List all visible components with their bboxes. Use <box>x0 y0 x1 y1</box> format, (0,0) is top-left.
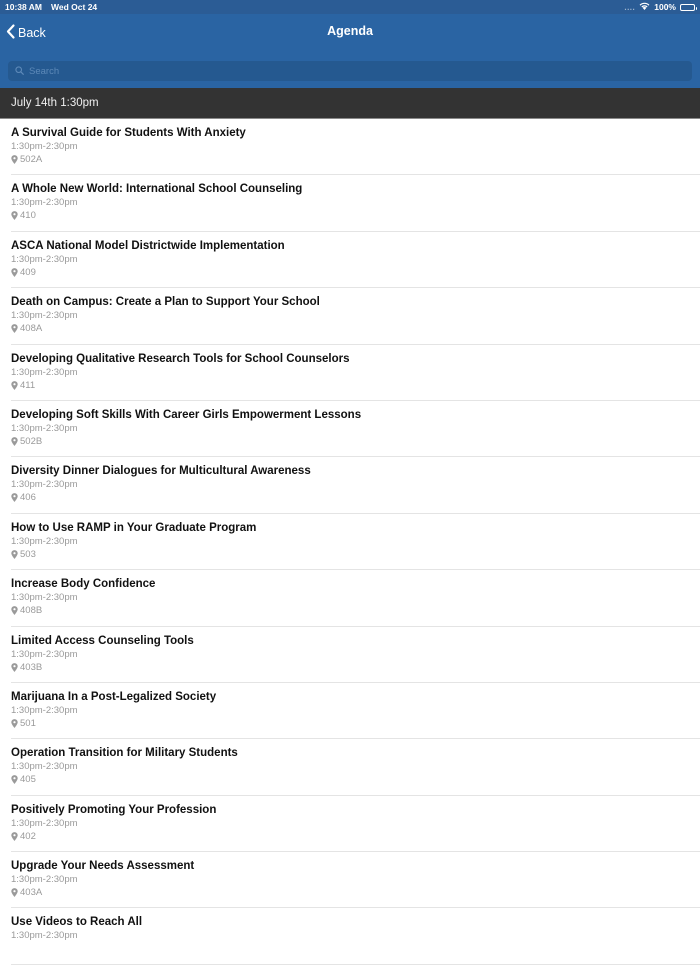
session-row[interactable] <box>0 288 700 344</box>
session-title: Operation Transition for Military Students <box>11 747 238 760</box>
session-row[interactable] <box>0 627 700 683</box>
session-row[interactable] <box>0 457 700 513</box>
section-header: July 14th 1:30pm <box>0 88 700 119</box>
session-title: A Whole New World: International School Counseling <box>11 183 303 196</box>
session-room: 408B <box>20 605 43 617</box>
session-room: 402 <box>20 830 36 842</box>
location-pin-icon <box>11 493 18 502</box>
session-time: 1:30pm-2:30pm <box>11 648 78 660</box>
session-title: Limited Access Counseling Tools <box>11 634 194 647</box>
session-row[interactable] <box>0 908 700 964</box>
session-title: Death on Campus: Create a Plan to Support Your School <box>11 296 320 309</box>
session-title: Increase Body Confidence <box>11 578 156 591</box>
session-row[interactable] <box>0 175 700 231</box>
session-room: 403A <box>20 887 43 899</box>
location-pin-icon <box>11 888 18 897</box>
location-pin-icon <box>11 775 18 784</box>
session-row[interactable] <box>0 683 700 739</box>
location-pin-icon <box>11 550 18 559</box>
location-pin-icon <box>11 719 18 728</box>
session-time: 1:30pm-2:30pm <box>11 422 78 434</box>
session-time: 1:30pm-2:30pm <box>11 479 78 491</box>
session-room: 502B <box>20 435 43 447</box>
session-time: 1:30pm-2:30pm <box>11 366 78 378</box>
navigation-bar <box>0 14 700 88</box>
session-row[interactable] <box>0 852 700 908</box>
session-room: 502A <box>20 154 43 165</box>
location-pin-icon <box>11 437 18 446</box>
session-title: ASCA National Model Districtwide Implementation <box>11 239 285 252</box>
session-list <box>0 119 700 965</box>
session-time: 1:30pm-2:30pm <box>11 930 78 942</box>
page-title: Agenda <box>327 24 373 38</box>
session-title: Diversity Dinner Dialogues for Multicultural Awareness <box>11 465 311 478</box>
signal-icon: .... <box>624 2 636 12</box>
location-pin-icon <box>11 606 18 615</box>
session-room: 410 <box>20 210 36 222</box>
session-room: 409 <box>20 266 36 278</box>
session-row[interactable] <box>0 119 700 175</box>
session-room: 411 <box>20 379 36 391</box>
session-title: Positively Promoting Your Profession <box>11 803 217 816</box>
status-bar <box>0 0 700 14</box>
back-label: Back <box>18 26 46 40</box>
session-row[interactable] <box>0 514 700 570</box>
location-pin-icon <box>11 663 18 672</box>
session-time: 1:30pm-2:30pm <box>11 310 78 322</box>
session-room: 501 <box>20 717 36 729</box>
session-row[interactable] <box>0 345 700 401</box>
session-time: 1:30pm-2:30pm <box>11 535 78 547</box>
session-title: Developing Qualitative Research Tools for School Counselors <box>11 352 350 365</box>
location-pin-icon <box>11 211 18 220</box>
location-pin-icon <box>11 324 18 333</box>
session-row[interactable] <box>0 739 700 795</box>
session-time: 1:30pm-2:30pm <box>11 761 78 773</box>
session-time: 1:30pm-2:30pm <box>11 592 78 604</box>
battery-icon <box>680 4 695 11</box>
session-row[interactable] <box>0 570 700 626</box>
session-room: 403B <box>20 661 43 673</box>
search-input[interactable] <box>29 66 669 77</box>
session-title: Use Videos to Reach All <box>11 916 143 929</box>
search-icon <box>15 62 24 80</box>
search-bar[interactable] <box>8 61 692 81</box>
session-row[interactable] <box>0 796 700 852</box>
session-time: 1:30pm-2:30pm <box>11 874 78 886</box>
session-room: 503 <box>20 548 36 560</box>
location-pin-icon <box>11 832 18 841</box>
session-time: 1:30pm-2:30pm <box>11 141 78 152</box>
session-title: Developing Soft Skills With Career Girls Empowerment Lessons <box>11 408 362 421</box>
session-room: 408A <box>20 323 43 335</box>
session-title: Upgrade Your Needs Assessment <box>11 860 195 873</box>
status-time: 10:38 AM <box>5 2 43 12</box>
session-time: 1:30pm-2:30pm <box>11 704 78 716</box>
session-room: 406 <box>20 492 36 504</box>
session-row[interactable] <box>0 401 700 457</box>
session-title: A Survival Guide for Students With Anxiety <box>11 127 246 139</box>
wifi-icon <box>639 2 650 12</box>
session-title: Marijuana In a Post-Legalized Society <box>11 690 217 703</box>
location-pin-icon <box>11 155 18 164</box>
session-row[interactable] <box>0 232 700 288</box>
location-pin-icon <box>11 381 18 390</box>
session-time: 1:30pm-2:30pm <box>11 253 78 265</box>
status-date: Wed Oct 24 <box>51 2 98 12</box>
session-time: 1:30pm-2:30pm <box>11 197 78 209</box>
session-title: How to Use RAMP in Your Graduate Program <box>11 521 257 534</box>
location-pin-icon <box>11 268 18 277</box>
session-time: 1:30pm-2:30pm <box>11 817 78 829</box>
battery-percent: 100% <box>654 2 676 12</box>
session-room: 405 <box>20 774 36 786</box>
